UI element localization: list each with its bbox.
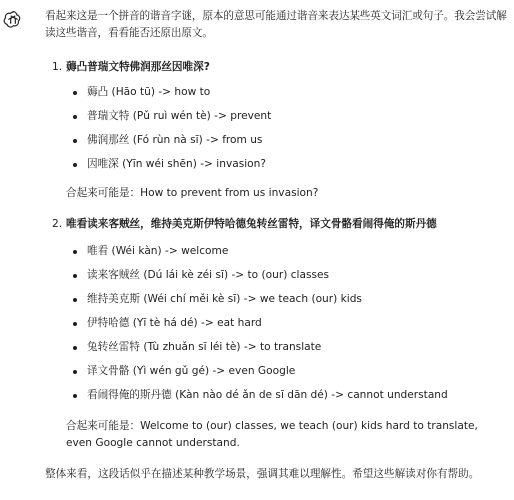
bullet-icon xyxy=(73,139,77,143)
list-item-text: 译文骨骼 (Yì wén gǔ gé) -> even Google xyxy=(87,365,296,377)
list-item-text: 读来客贼丝 (Dú lái kè zéi sī) -> to (our) classes xyxy=(87,269,330,281)
list-item-text: 兔转丝雷特 (Tù zhuǎn sī léi tè) -> to translate xyxy=(87,341,322,353)
list-item-text: 伊特哈德 (Yī tè há dé) -> eat hard xyxy=(87,317,262,329)
list-item-text: 维持美克斯 (Wéi chí měi kè sī) -> we teach (our) kids xyxy=(87,293,362,305)
list-item xyxy=(45,243,507,260)
section-conclusion: 合起来可能是：Welcome to (our) classes, we teach (our) kids hard to translate, even Google cannot understand. xyxy=(66,420,478,449)
section-heading: 唯看读来客贼丝，维持美克斯伊特哈德兔转丝雷特，译文骨骼看闹得俺的斯丹德 xyxy=(66,218,437,230)
bullet-icon xyxy=(73,115,77,119)
intro-paragraph: 看起来这是一个拼音的谐音字谜，原本的意思可能通过谐音来表达某些英文词汇或句子。我会尝试解读这些谐音，看看能否还原出原文。 xyxy=(45,10,507,39)
openai-logo-icon xyxy=(3,9,23,29)
list-item-text: 佛润那丝 (Fó rùn nà sī) -> from us xyxy=(87,134,263,146)
list-item xyxy=(45,84,507,101)
section-number: 1. xyxy=(52,61,63,73)
bullet-icon xyxy=(73,91,77,95)
list-item-text: 薅凸 (Hāo tū) -> how to xyxy=(87,86,211,98)
bullet-icon xyxy=(73,250,77,254)
interpretation-section-1 xyxy=(45,59,507,202)
interpretation-section-2 xyxy=(45,216,507,452)
assistant-message xyxy=(45,8,507,483)
bullet-icon xyxy=(73,163,77,167)
list-item xyxy=(45,387,507,404)
section-conclusion: 合起来可能是：How to prevent from us invasion? xyxy=(66,187,319,199)
section-heading: 薅凸普瑞文特佛润那丝因唯深? xyxy=(66,61,210,73)
bullet-icon xyxy=(73,322,77,326)
list-item xyxy=(45,291,507,308)
list-item-text: 看闹得俺的斯丹德 (Kàn nào dé ǎn de sī dān dé) -> cannot understand xyxy=(87,389,448,401)
bullet-icon xyxy=(73,394,77,398)
list-item-text: 普瑞文特 (Pǔ ruì wén tè) -> prevent xyxy=(87,110,272,122)
list-item xyxy=(45,156,507,173)
list-item xyxy=(45,339,507,356)
bullet-icon xyxy=(73,370,77,374)
section-number: 2. xyxy=(52,218,63,230)
list-item xyxy=(45,132,507,149)
list-item xyxy=(45,363,507,380)
syllable-list xyxy=(45,243,507,404)
closing-paragraph: 整体来看，这段话似乎在描述某种教学场景，强调其难以理解性。希望这些解读对你有帮助。 xyxy=(45,468,480,480)
syllable-list xyxy=(45,84,507,173)
bullet-icon xyxy=(73,346,77,350)
list-item xyxy=(45,267,507,284)
bullet-icon xyxy=(73,298,77,302)
bullet-icon xyxy=(73,274,77,278)
list-item-text: 因唯深 (Yīn wéi shēn) -> invasion? xyxy=(87,158,267,170)
list-item-text: 唯看 (Wéi kàn) -> welcome xyxy=(87,245,229,257)
list-item xyxy=(45,108,507,125)
list-item xyxy=(45,315,507,332)
